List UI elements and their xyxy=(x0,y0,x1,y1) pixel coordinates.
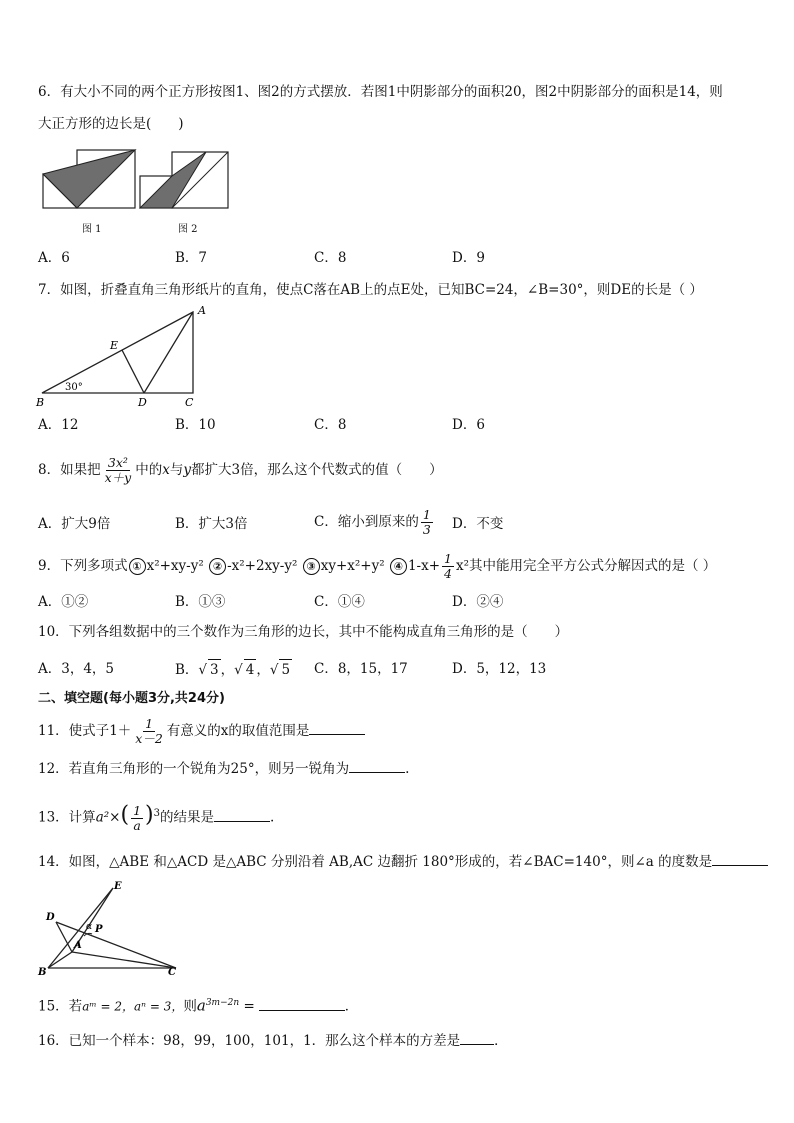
q6-option-d: D．9 xyxy=(452,250,485,266)
q8-option-b: B．扩大3倍 xyxy=(175,516,248,532)
q7-option-c: C．8 xyxy=(314,417,347,433)
q9-option-d: D．②④ xyxy=(452,594,504,610)
q14-label-e: E xyxy=(114,881,122,892)
q8-option-a: A．扩大9倍 xyxy=(38,516,111,532)
q7-fold-ad xyxy=(144,312,193,393)
q9-text: 9．下列多项式 ① x²+xy-y² ② -x²+2xy-y² ③ xy+x²+y² ④ 1-x+ $\frac{1}{4}$ x²其中能用完全平方公式分解因式的是（ ） xyxy=(38,551,717,581)
q14-figure xyxy=(36,878,186,978)
q14-label-alpha: α xyxy=(86,922,93,932)
q8-fraction: $\frac{\text{3x²}}{x+y}$ xyxy=(104,455,132,485)
q10-option-d: D．5，12，13 xyxy=(452,661,547,677)
q6-option-b: B．7 xyxy=(175,250,208,266)
q8-option-c: C．缩小到原来的 $\frac{1}{3}$ xyxy=(314,507,431,537)
q7-option-a: A．12 xyxy=(38,417,79,433)
q7-label-e: E xyxy=(110,339,119,352)
q7-label-a: A xyxy=(198,304,206,317)
q7-figure xyxy=(30,302,220,412)
q14-answer-blank xyxy=(712,851,768,866)
q14-label-b: B xyxy=(38,967,47,978)
q6-option-a: A．6 xyxy=(38,250,70,266)
q7-label-d: D xyxy=(138,396,147,409)
q16-text: 16．已知一个样本：98，99，100，101，1．那么这个样本的方差是 ． xyxy=(38,1030,508,1051)
q13-text: 13．计算a²×( $\frac{1}{a}$ )$^3$的结果是 . xyxy=(38,802,275,833)
q7-label-c: C xyxy=(185,396,194,409)
q8-option-d: D．不变 xyxy=(452,516,504,532)
q14-label-a: A xyxy=(74,940,82,951)
q7-segment-ed xyxy=(122,350,144,393)
q6-fig2-caption: 图 2 xyxy=(178,224,198,235)
section-heading-fill-in: 二、填空题(每小题3分,共24分) xyxy=(38,691,225,706)
q7-option-b: B．10 xyxy=(175,417,216,433)
q8-text: 8．如果把 $\frac{\text{3x²}}{x+y}$ 中的x与y都扩大3倍，那么这个代数式的值（ ） xyxy=(38,455,443,485)
q6-figures xyxy=(40,146,250,218)
q7-label-angle: 30° xyxy=(65,382,83,393)
q7-triangle-abc xyxy=(42,312,193,393)
q6-option-c: C．8 xyxy=(314,250,347,266)
q7-label-b: B xyxy=(36,396,45,409)
q10-option-b: B．√ 3 ，√ 4 ，√ 5 xyxy=(175,659,292,680)
q14-text: 14．如图，△ABE 和△ACD 是△ABC 分别沿着 AB,AC 边翻折 180°形成的，若∠BAC=140°，则∠a 的度数是 xyxy=(38,851,768,872)
q14-label-p: P xyxy=(95,924,103,935)
q9-option-b: B．①③ xyxy=(175,594,226,610)
q11-answer-blank xyxy=(309,720,365,735)
q14-label-d: D xyxy=(46,912,55,923)
q11-text: 11．使式子1＋ $\frac{1}{x-2}$ 有意义的x的取值范围是 xyxy=(38,713,365,749)
q6-text-line2: 大正方形的边长是( ) xyxy=(38,116,184,132)
q12-answer-blank xyxy=(349,758,405,773)
q9-option-c: C．①④ xyxy=(314,594,365,610)
q7-text: 7．如图，折叠直角三角形纸片的直角，使点C落在AB上的点E处，已知BC=24，∠B=30°，则DE的长是（ ） xyxy=(38,282,703,298)
q15-answer-blank xyxy=(259,996,345,1011)
q10-option-c: C．8，15，17 xyxy=(314,661,408,677)
fig1-shaded-region xyxy=(43,150,135,208)
q9-option-a: A．①② xyxy=(38,594,89,610)
q14-label-c: C xyxy=(168,967,176,978)
q10-option-a: A．3，4，5 xyxy=(38,661,115,677)
q12-text: 12．若直角三角形的一个锐角为25°，则另一锐角为 . xyxy=(38,758,409,779)
q15-text: 15．若aᵐ = 2，aⁿ = 3，则$a^{3m-2n}$ = ． xyxy=(38,996,359,1015)
q10-text: 10．下列各组数据中的三个数作为三角形的边长，其中不能构成直角三角形的是（ ） xyxy=(38,624,569,640)
q6-text-line1: 6．有大小不同的两个正方形按图1、图2的方式摆放．若图1中阴影部分的面积20，图2中阴影部分的面积是14，则 xyxy=(38,84,723,100)
fig2-shaded-region xyxy=(140,152,206,208)
q6-fig1-caption: 图 1 xyxy=(82,224,102,235)
q13-answer-blank xyxy=(214,807,270,822)
q7-option-d: D．6 xyxy=(452,417,485,433)
q16-answer-blank xyxy=(460,1030,494,1045)
